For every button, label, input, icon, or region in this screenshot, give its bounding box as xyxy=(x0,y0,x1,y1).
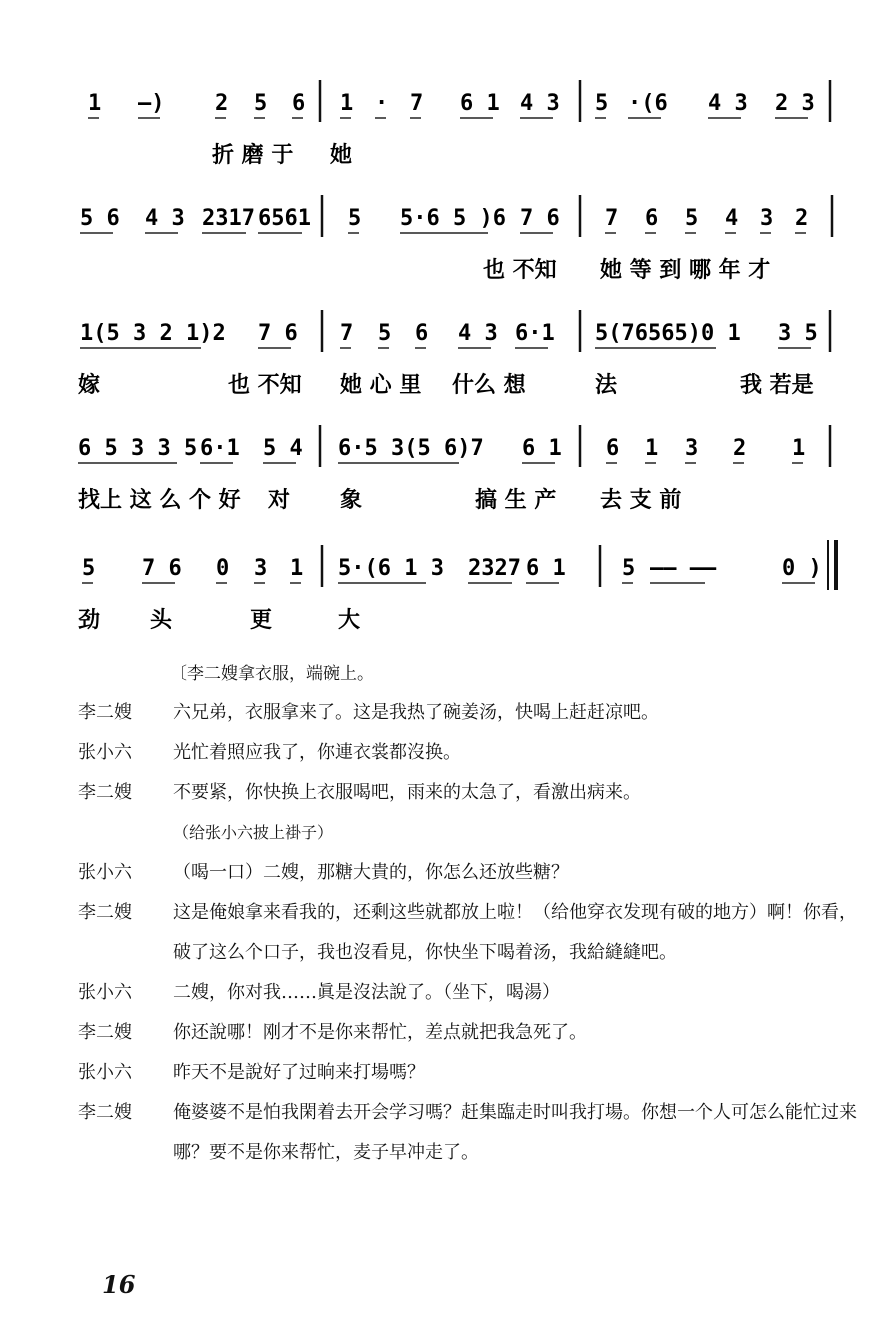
speech-text-wrap xyxy=(173,773,868,853)
note: 6 5 3 3 5 xyxy=(78,436,198,461)
note: 6 xyxy=(645,206,659,231)
lyric: 大 xyxy=(338,607,361,633)
lyric: 她 等 到 哪 年 才 xyxy=(600,257,771,283)
note: 6·1 xyxy=(200,436,240,461)
note: 5 6 xyxy=(80,206,120,231)
dialogue-line xyxy=(78,893,868,973)
note: 5 xyxy=(378,321,392,346)
note: 5 xyxy=(82,556,96,581)
speech-text-wrap xyxy=(173,733,868,773)
lyric: 我 若是 xyxy=(740,372,814,398)
note: 5 xyxy=(595,91,609,116)
dialogue xyxy=(78,655,868,1173)
speech-text-wrap xyxy=(173,1013,868,1053)
note: 3 xyxy=(760,206,774,231)
note: 6 1 xyxy=(522,436,562,461)
note: 2 xyxy=(215,91,229,116)
note: 5·6 5 )6 xyxy=(400,206,506,231)
speaker-name: 李二嫂 xyxy=(78,1022,132,1043)
note: 7 xyxy=(410,91,424,116)
lyric: 折 磨 于 xyxy=(212,142,294,168)
note: 1(5 3 2 1)2 xyxy=(80,321,226,346)
score-svg xyxy=(0,0,894,640)
lyric: 找上 这 么 个 好 xyxy=(78,487,241,513)
note: · xyxy=(375,91,389,116)
note: 1 xyxy=(340,91,354,116)
note: 6 1 xyxy=(526,556,566,581)
note: 6 1 xyxy=(460,91,500,116)
note: 5 4 xyxy=(263,436,303,461)
note: 6 xyxy=(606,436,620,461)
stage-direction: 〔李二嫂拿衣服，端碗上。 xyxy=(170,664,374,684)
lyric: 也 不知 xyxy=(483,257,557,283)
note: 5·(6 1 3 xyxy=(338,556,444,581)
lyric: 更 xyxy=(250,607,273,633)
speaker-name: 李二嫂 xyxy=(78,782,132,803)
note: 5 xyxy=(348,206,362,231)
speech-text: 不要紧，你快换上衣服喝吧，雨来的太急了，看激出病来。 xyxy=(173,782,641,803)
lyric: 象 xyxy=(340,487,363,513)
music-score xyxy=(0,0,894,640)
dialogue-line xyxy=(78,973,868,1013)
speech-text: 光忙着照应我了，你連衣裳都沒换。 xyxy=(173,742,461,763)
speaker-name: 张小六 xyxy=(78,742,132,763)
note: 5 xyxy=(685,206,699,231)
note: 5 xyxy=(622,556,636,581)
dialogue-line xyxy=(78,773,868,853)
speaker-name: 张小六 xyxy=(78,1062,132,1083)
speech-text-wrap xyxy=(173,973,868,1013)
note: 1 xyxy=(645,436,659,461)
lyric: 对 xyxy=(268,487,291,513)
dialogue-line xyxy=(78,733,868,773)
note: 3 5 xyxy=(778,321,818,346)
stage-direction-inline: （给张小六披上褂子） xyxy=(173,823,334,842)
note: 2 xyxy=(733,436,747,461)
note: 3 xyxy=(254,556,268,581)
lyric: 劲 xyxy=(78,607,101,633)
note: 7 xyxy=(340,321,354,346)
speaker-name: 李二嫂 xyxy=(78,702,132,723)
lyric: 什么 想 xyxy=(452,372,526,398)
note: 2 xyxy=(795,206,809,231)
speech-text-wrap xyxy=(173,893,868,973)
note: 5 xyxy=(254,91,268,116)
dialogue-line xyxy=(78,853,868,893)
note: 6 xyxy=(292,91,306,116)
speech-text: （喝一口）二嫂，那糖大貴的，你怎么还放些糖？ xyxy=(173,862,569,883)
speech-text-wrap xyxy=(173,1093,868,1173)
note: 4 xyxy=(725,206,739,231)
speaker-name: 张小六 xyxy=(78,862,132,883)
dialogue-line xyxy=(78,1053,868,1093)
note: 1 xyxy=(792,436,806,461)
note: 4 3 xyxy=(458,321,498,346)
note: 5(76565)0 1 xyxy=(595,321,741,346)
speaker-name: 张小六 xyxy=(78,982,132,1003)
note: —— —— xyxy=(650,556,717,581)
lyric: 她 xyxy=(330,142,353,168)
speaker-name: 李二嫂 xyxy=(78,902,132,923)
note: 6·1 xyxy=(515,321,555,346)
note: 6 xyxy=(415,321,429,346)
dialogue-line xyxy=(78,693,868,733)
dialogue-lines xyxy=(78,693,868,1173)
lyric: 也 不知 xyxy=(228,372,302,398)
note: 0 ) xyxy=(782,556,822,581)
speech-text: 六兄弟，衣服拿来了。这是我热了碗姜汤，快喝上赶赶凉吧。 xyxy=(173,702,659,723)
note: 2317 xyxy=(202,206,255,231)
speech-text-wrap xyxy=(173,1053,868,1093)
speech-text-wrap xyxy=(173,693,868,733)
speech-text: 昨天不是說好了过晌来打場嗎？ xyxy=(173,1062,425,1083)
lyric: 搞 生 产 xyxy=(475,487,557,513)
note: 3 xyxy=(685,436,699,461)
note: ·(6 xyxy=(628,91,668,116)
score-row-5 xyxy=(78,540,836,633)
note: —) xyxy=(138,91,165,116)
score-row-1 xyxy=(88,80,830,168)
score-row-2 xyxy=(80,195,832,283)
note: 6561 xyxy=(258,206,311,231)
lyric: 去 支 前 xyxy=(600,487,682,513)
note: 2327 xyxy=(468,556,521,581)
note: 7 6 xyxy=(142,556,182,581)
speaker-name: 李二嫂 xyxy=(78,1102,132,1123)
score-row-3 xyxy=(78,310,830,398)
speech-text: 这是俺娘拿来看我的，还剩这些就都放上啦！（给他穿衣发现有破的地方）啊！你看，破了这么个口子，我也沒看見，你快坐下喝着汤，我給縫縫吧。 xyxy=(173,902,857,963)
speech-text: 俺婆婆不是怕我閑着去开会学习嗎？赶集臨走时叫我打場。你想一个人可怎么能忙过来哪？要不是你来帮忙，麦子早冲走了。 xyxy=(173,1102,857,1163)
lyric: 她 心 里 xyxy=(340,372,422,398)
note: 4 3 xyxy=(708,91,748,116)
note: 0 xyxy=(216,556,230,581)
note: 7 6 xyxy=(520,206,560,231)
dialogue-line xyxy=(78,1093,868,1173)
note: 4 3 xyxy=(145,206,185,231)
speech-text-wrap xyxy=(173,853,868,893)
lyric: 嫁 xyxy=(78,372,101,398)
note: 7 xyxy=(605,206,619,231)
page-number: 16 xyxy=(102,1270,136,1299)
note: 4 3 xyxy=(520,91,560,116)
note: 1 xyxy=(290,556,304,581)
note: 1 xyxy=(88,91,102,116)
speech-text: 你还說哪！刚才不是你来帮忙，差点就把我急死了。 xyxy=(173,1022,587,1043)
note: 6·5 3(5 6)7 xyxy=(338,436,484,461)
lyric: 法 xyxy=(595,372,618,398)
lyric: 头 xyxy=(150,607,173,633)
note: 7 6 xyxy=(258,321,298,346)
dialogue-line xyxy=(78,1013,868,1053)
speech-text: 二嫂，你对我……眞是沒法說了。（坐下，喝湯） xyxy=(173,982,560,1003)
score-row-4 xyxy=(78,425,830,513)
note: 2 3 xyxy=(775,91,815,116)
